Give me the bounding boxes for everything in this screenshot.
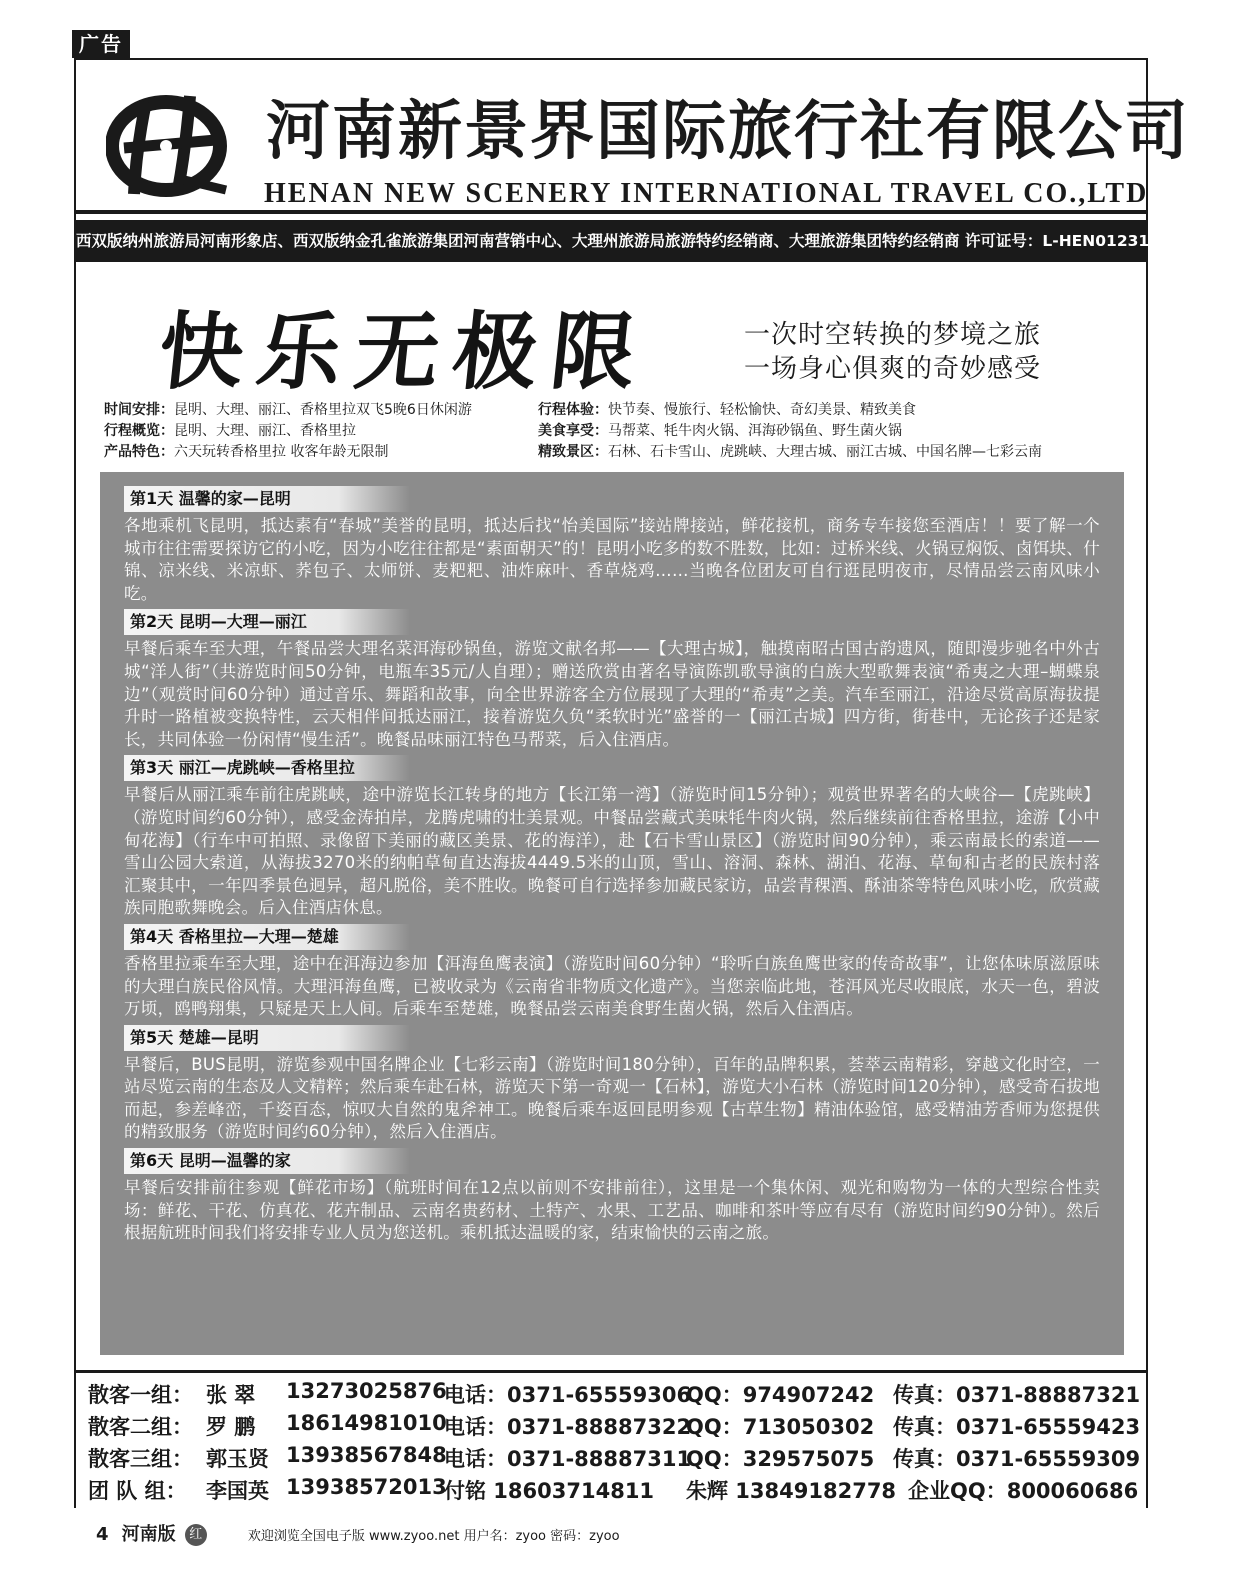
company-name-en: HENAN NEW SCENERY INTERNATIONAL TRAVEL CO.,LTD — [264, 178, 1149, 209]
day-5-body: 早餐后，BUS昆明，游览参观中国名牌企业【七彩云南】（游览时间180分钟），百年的品牌积累，荟萃云南精彩，穿越文化时空，一站尽览云南的生态及人文精粹；然后乘车赴石林，游览天下第一奇观一【石林】，游览大小石林（游览时间120分钟），感受奇石拔地而起，参差峰峦，千姿百态，惊叹大自然的鬼斧神工。晚餐后乘车返回昆明参观【古草生物】精油体验馆，感受精油芳香师为您提供的精致服务（游览时间约60分钟），然后入住酒店。 — [124, 1054, 1100, 1142]
day-2-body: 早餐后乘车至大理，午餐品尝大理名菜洱海砂锅鱼，游览文献名邦——【大理古城】，触摸南昭古国古韵遗风，随即漫步驰名中外古城“洋人街”（共游览时间50分钟，电瓶车35元/人自理）；赠送欣赏由著名导演陈凯歌导演的白族大型歌舞表演“希夷之大理–蝴蝶泉边”（观赏时间60分钟）通过音乐、舞蹈和故事，向全世界游客全方位展现了大理的“希夷”之美。汽车至丽江，沿途尽赏高原海拔提升时一路植被变换特性，云天相伴间抵达丽江，接着游览久负“柔软时光”盛誉的一【丽江古城】四方街，街巷中，无论孩子还是家长，共同体验一份闲情“慢生活”。晚餐品味丽江特色马帮菜，后入住酒店。 — [124, 639, 1100, 749]
day-4-title: 第4天 香格里拉—大理—楚雄 — [124, 924, 410, 950]
contacts-panel: 散客一组： 张 翠 13273025876 电话：0371-65559306 QQ：974907242 传真：0371-88887321 散客二组： 罗 鹏 18614981010 电话：0371-88887322 QQ：713050302 传真：0371-65559423 散客三组： 郭玉贤 13938567848 电话：0371-88887311 QQ：329575075 传真：0371-65559309 团 队 组： 李国英 13938572013 付铭 18603714811 朱辉 13849182778 企业QQ：800060686 — [76, 1370, 1146, 1511]
site-info: 欢迎浏览全国电子版 www.zyoo.net 用户名：zyoo 密码：zyoo — [247, 1529, 620, 1544]
edition-mark: 红 — [185, 1524, 207, 1546]
day-6-body: 早餐后安排前往参观【鲜花市场】（航班时间在12点以前则不安排前往），这里是一个集休闲、观光和购物为一体的大型综合性卖场：鲜花、干花、仿真花、花卉制品、云南名贵药材、土特产、水果、工艺品、咖啡和茶叶等应有尽有（游览时间约90分钟）。然后根据航班时间我们将安排专业人员为您送机。乘机抵达温暖的家，结束愉快的云南之旅。 — [124, 1178, 1100, 1243]
info-left — [104, 400, 472, 463]
info-item: 精致景区：石林、石卡雪山、虎跳峡、大理古城、丽江古城、中国名牌—七彩云南 — [538, 444, 1042, 460]
info-right — [538, 400, 1042, 463]
day-5-title: 第5天 楚雄—昆明 — [124, 1025, 410, 1051]
info-item: 时间安排：昆明、大理、丽江、香格里拉双飞5晚6日休闲游 — [104, 402, 472, 418]
page-footer — [96, 1520, 620, 1546]
tagline-2: 一场身心俱爽的奇妙感受 — [744, 354, 1042, 384]
day-1-body: 各地乘机飞昆明，抵达素有“春城”美誉的昆明，抵达后找“怡美国际”接站牌接站，鲜花接机，商务专车接您至酒店！！要了解一个城市往往需要探访它的小吃，因为小吃往往都是“素面朝天”的！昆明小吃多的数不胜数，比如：过桥米线、火锅豆焖饭、卤饵块、什锦、凉米线、米凉虾、荞包子、太师饼、麦粑粑、油炸麻叶、香草烧鸡……当晚各位团友可自行逛昆明夜市，尽情品尝云南风味小吃。 — [124, 516, 1100, 603]
ad-tag: 广告 — [72, 30, 130, 58]
info-item: 产品特色：六天玩转香格里拉 收客年龄无限制 — [104, 444, 389, 460]
edition-label: 河南版 — [121, 1524, 176, 1545]
divider — [76, 210, 1146, 214]
day-2-title: 第2天 昆明—大理—丽江 — [124, 609, 410, 635]
tagline-1: 一次时空转换的梦境之旅 — [744, 320, 1042, 350]
slogan: 快乐无极限 — [154, 302, 655, 401]
info-item: 行程概览：昆明、大理、丽江、香格里拉 — [104, 423, 356, 439]
advertisement-frame — [74, 58, 1190, 1508]
itinerary-panel — [100, 472, 1124, 1355]
company-name-cn: 河南新景界国际旅行社有限公司 — [266, 94, 1190, 169]
credentials-band: 西双版纳州旅游局河南形象店、西双版纳金孔雀旅游集团河南营销中心、大理州旅游局旅游特约经销商、大理旅游集团特约经销商 许可证号：L-HEN01231 — [76, 220, 1146, 262]
day-3-body: 早餐后从丽江乘车前往虎跳峡，途中游览长江转身的地方【长江第一湾】（游览时间15分钟）；观赏世界著名的大峡谷—【虎跳峡】（游览时间约60分钟），感受金涛拍岸，龙腾虎啸的壮美景观。中餐品尝藏式美味牦牛肉火锅，然后继续前往香格里拉，途游【小中甸花海】（行车中可拍照、录像留下美丽的藏区美景、花的海洋），赴【石卡雪山景区】（游览时间90分钟），乘云南最长的索道——雪山公园大索道，从海拔3270米的纳帕草甸直达海拔4449.5米的山顶，雪山、溶洞、森林、湖泊、花海、草甸和古老的民族村落汇聚其中，一年四季景色迥异，超凡脱俗，美不胜收。晚餐可自行选择参加藏民家访，品尝青稞酒、酥油茶等特色风味小吃，欣赏藏族同胞歌舞晚会。后入住酒店休息。 — [124, 785, 1100, 918]
page-number: 4 — [96, 1524, 109, 1545]
company-logo — [106, 90, 234, 200]
info-item: 行程体验：快节奏、慢旅行、轻松愉快、奇幻美景、精致美食 — [538, 402, 916, 418]
day-4-body: 香格里拉乘车至大理，途中在洱海边参加【洱海鱼鹰表演】（游览时间60分钟）“聆听白族鱼鹰世家的传奇故事”，让您体味原滋原味的大理白族民俗风情。大理洱海鱼鹰，已被收录为《云南省非物质文化遗产》。当您亲临此地，苍洱风光尽收眼底，水天一色，碧波万顷，鸥鸭翔集，只疑是天上人间。后乘车至楚雄，晚餐品尝云南美食野生菌火锅，然后入住酒店。 — [124, 953, 1100, 1019]
day-1-title: 第1天 温馨的家—昆明 — [124, 486, 410, 512]
day-3-title: 第3天 丽江—虎跳峡—香格里拉 — [124, 755, 410, 781]
info-item: 美食享受：马帮菜、牦牛肉火锅、洱海砂锅鱼、野生菌火锅 — [538, 423, 902, 439]
day-6-title: 第6天 昆明—温馨的家 — [124, 1148, 410, 1174]
